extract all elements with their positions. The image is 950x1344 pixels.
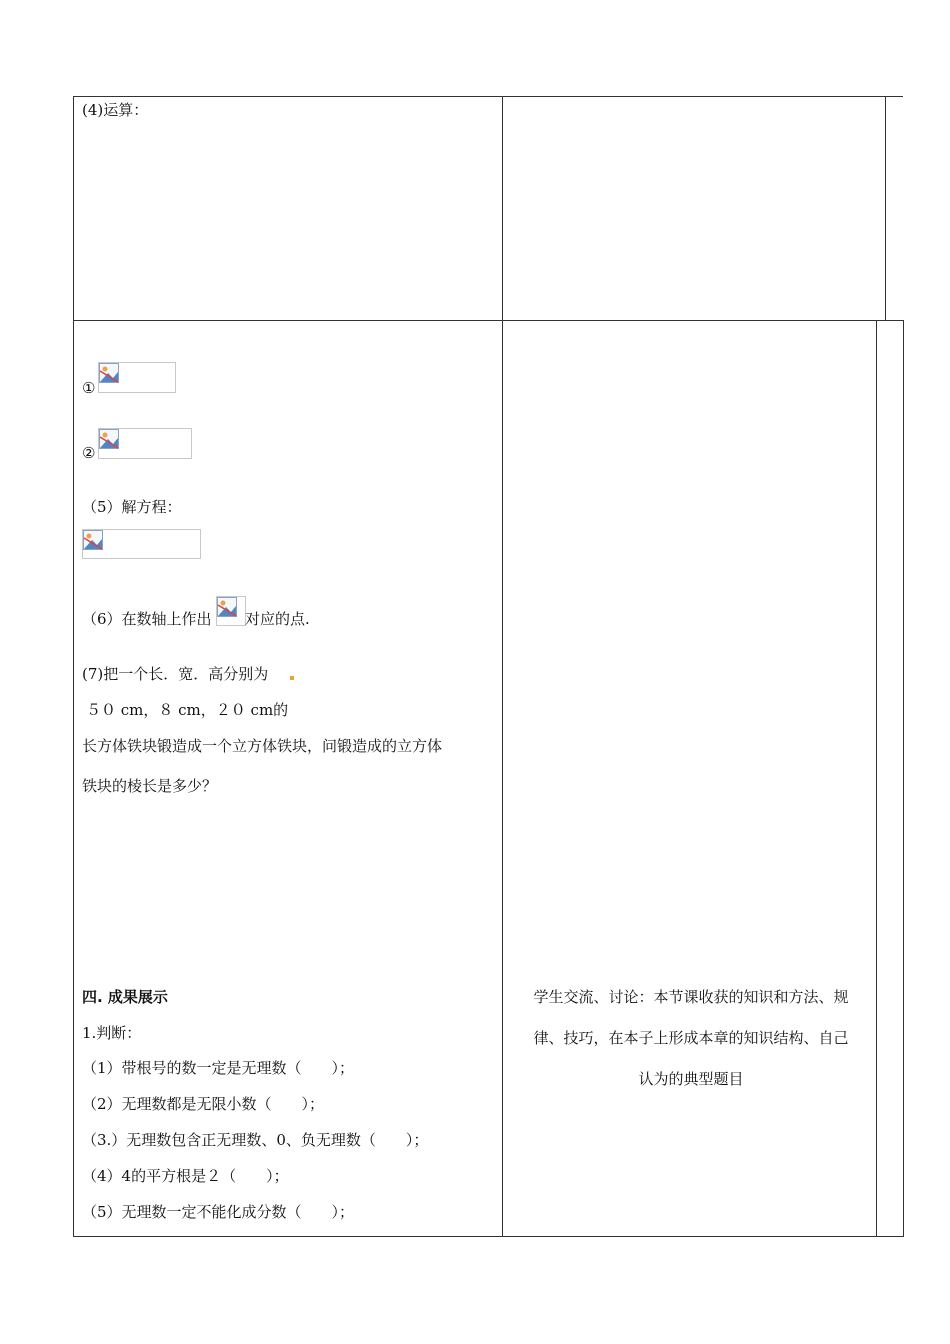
row-divider [73,320,903,321]
item-5-heading: （5）解方程： [82,498,182,516]
section-4-title: 四. 成果展示 [82,988,168,1006]
right-note-line-3: 认为的典型题目 [638,1070,744,1088]
column-divider [502,96,503,1237]
circle-number-1: ① [82,379,96,397]
right-border-top [885,96,886,320]
table-top-border [73,96,885,97]
number-image [216,596,246,626]
equation-image [82,529,201,559]
judge-item-2: （2）无理数都是无限小数（ ）； [82,1095,325,1113]
outer-right-border-bottom [903,320,904,1237]
broken-image-icon [83,530,103,550]
orange-mark [290,676,294,680]
item-6-text-after: 对应的点. [245,610,310,628]
judge-item-1: （1）带根号的数一定是无理数（ ）； [82,1059,355,1077]
table-bottom-border [73,1236,903,1237]
item-7-line-2: ５０ cm，８ cm，２０ cm的 [86,701,289,719]
right-note-line-1: 学生交流、讨论：本节课收获的知识和方法、规 [533,988,849,1006]
broken-image-icon [99,429,119,449]
right-column-note [508,977,874,1100]
item-7-line-4: 铁块的棱长是多少？ [82,777,218,795]
formula-image-1 [98,362,176,393]
right-border-bottom [876,320,877,1237]
table-top-border-ext [885,96,903,97]
formula-image-2 [98,428,192,459]
item-7-line-1: (7)把一个长．宽．高分别为 [82,665,269,683]
judge-item-5: （5）无理数一定不能化成分数（ ）； [82,1203,355,1221]
circle-number-2: ② [82,444,96,462]
item-4-heading: (4)运算： [82,101,149,119]
right-note-line-2: 律、技巧，在本子上形成本章的知识结构、自己 [533,1029,849,1047]
broken-image-icon [217,597,237,617]
judge-title: 1.判断： [82,1024,142,1042]
item-7-line-3: 长方体铁块锻造成一个立方体铁块，问锻造成的立方体 [82,737,443,755]
judge-item-4: （4）4的平方根是２（ ）； [82,1167,289,1185]
broken-image-icon [99,363,119,383]
item-6-text-before: （6）在数轴上作出 [82,610,212,628]
table-left-border [73,96,74,1237]
judge-item-3: （3.）无理数包含正无理数、0、负无理数（ ）； [82,1131,429,1149]
